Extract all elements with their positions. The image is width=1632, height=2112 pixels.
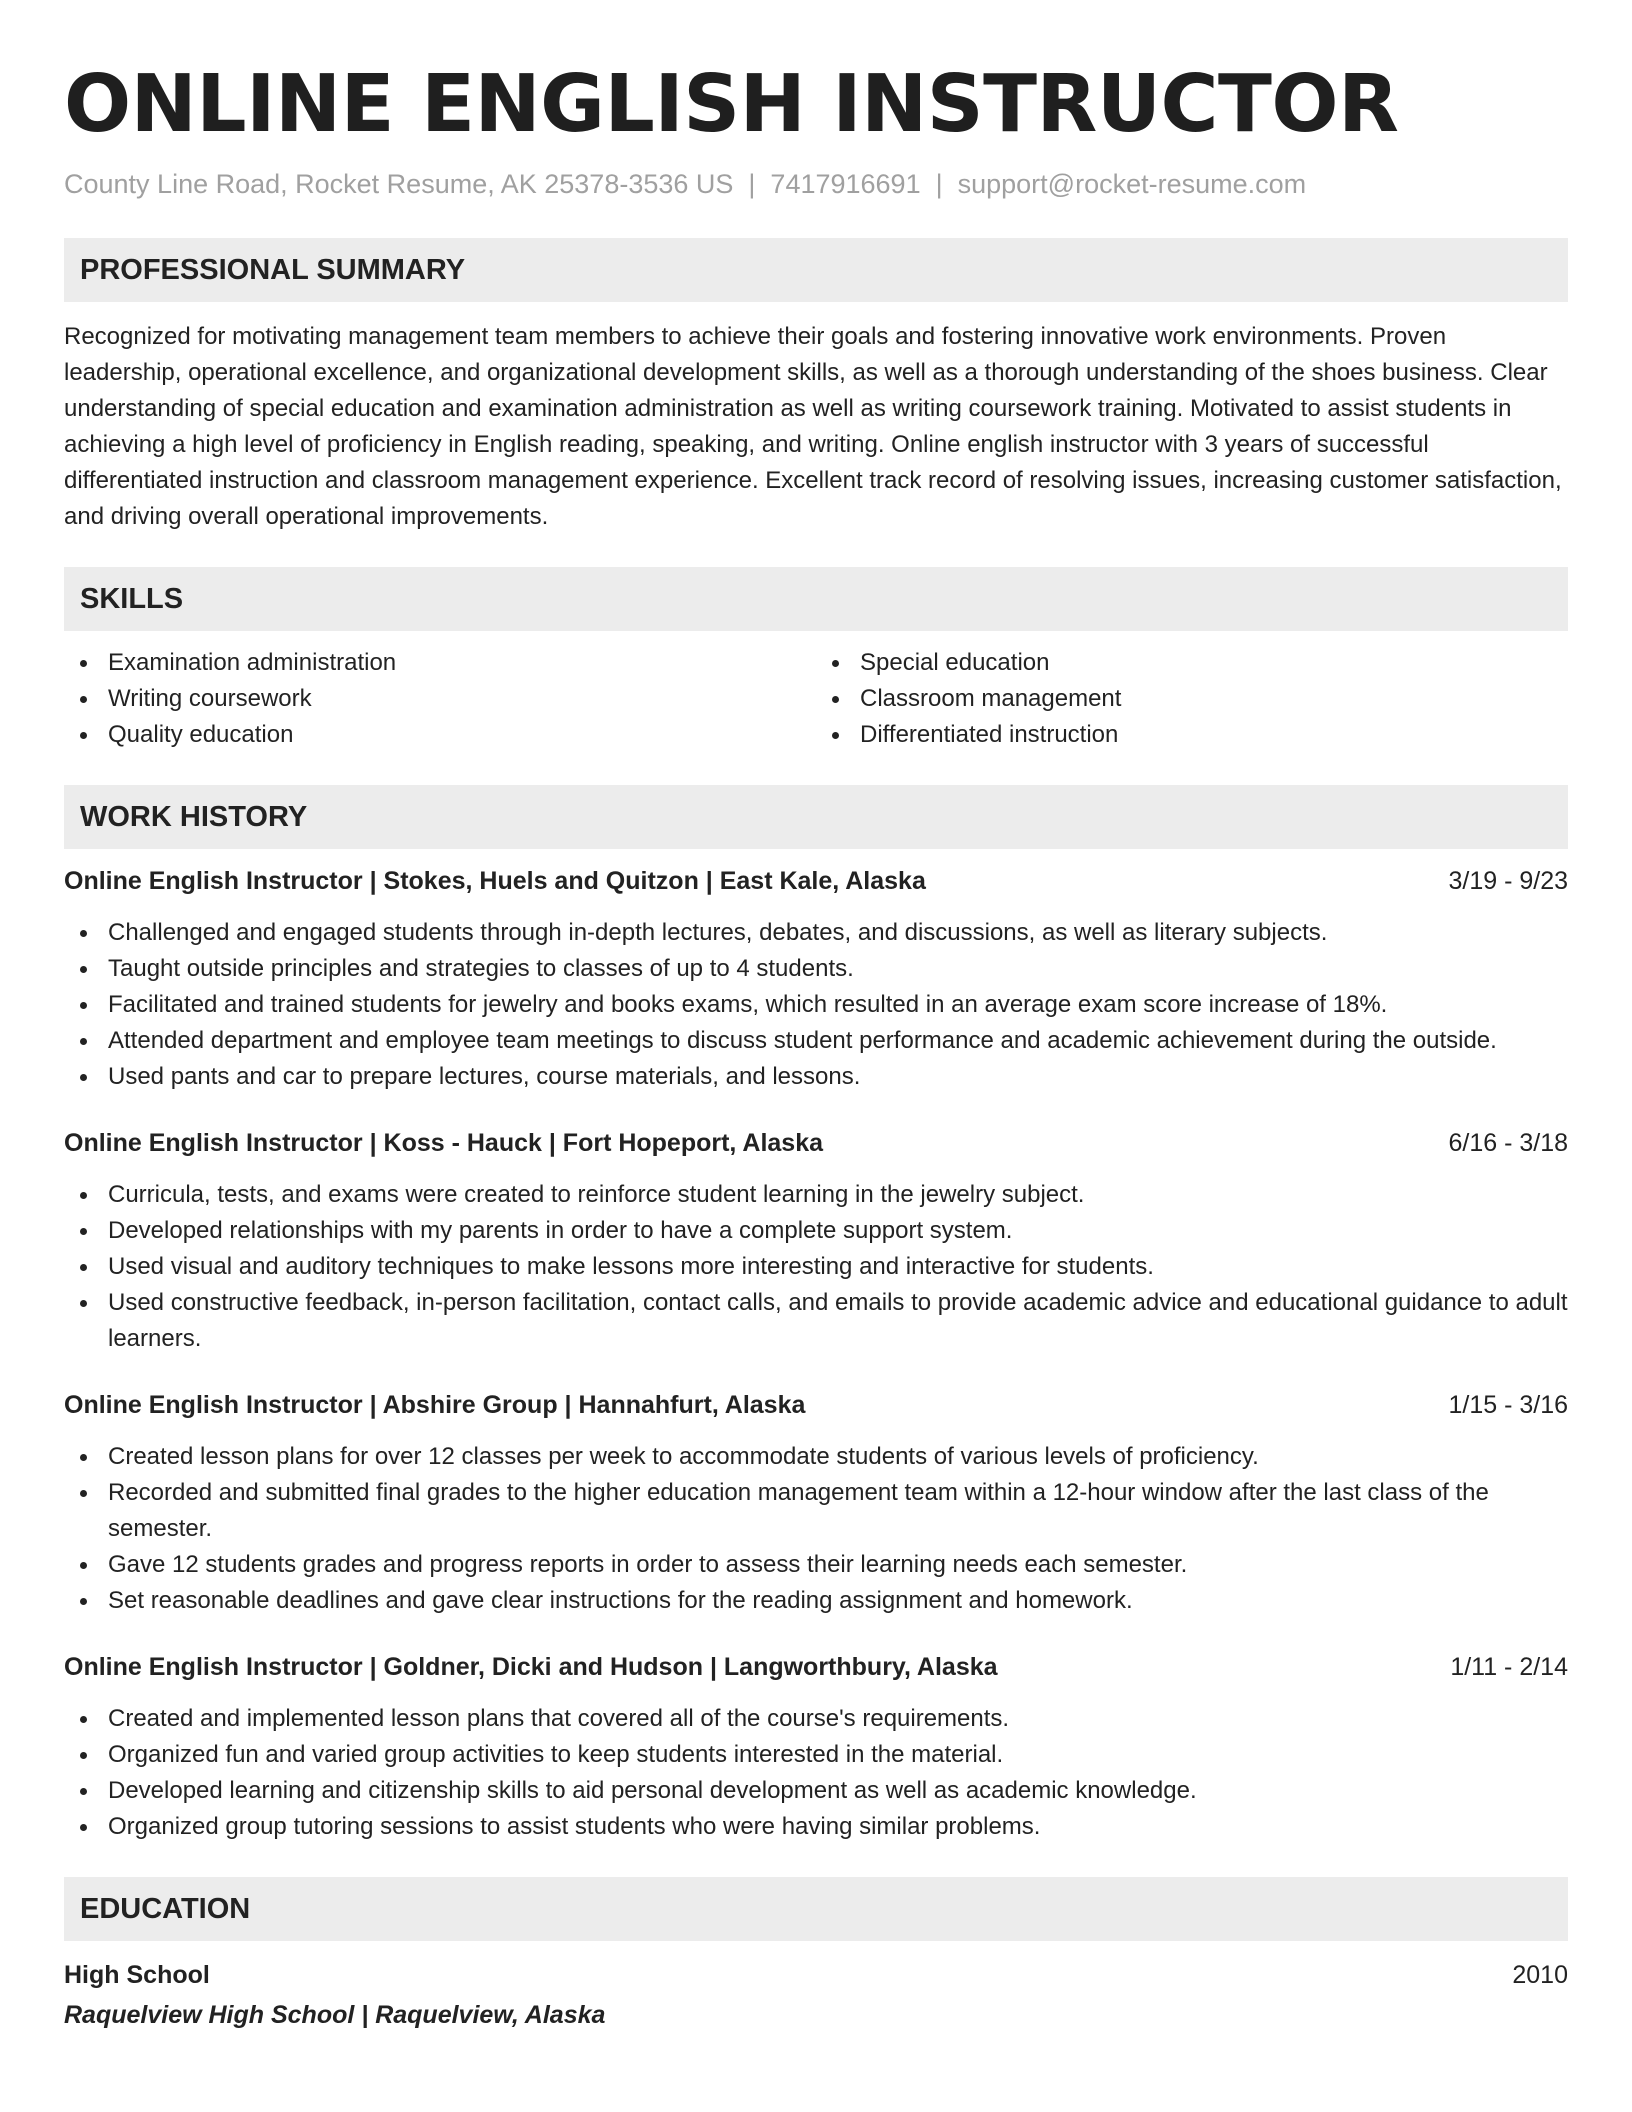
- job-bullet: Created lesson plans for over 12 classes per week to accommodate students of various levels of proficiency.: [64, 1439, 1568, 1475]
- skill-item: Writing coursework: [64, 681, 816, 717]
- job-title: Online English Instructor | Stokes, Huels and Quitzon | East Kale, Alaska: [64, 867, 926, 895]
- candidate-name: ONLINE ENGLISH INSTRUCTOR: [64, 58, 1399, 150]
- job-bullet: Organized fun and varied group activities to keep students interested in the material.: [64, 1737, 1568, 1773]
- education-degree: High School: [64, 1961, 210, 1989]
- skill-item: Special education: [816, 645, 1568, 681]
- job-bullets: [64, 1701, 1568, 1845]
- section-heading-work-history: WORK HISTORY: [64, 785, 1568, 849]
- job-bullets: [64, 1177, 1568, 1357]
- job-dates: 6/16 - 3/18: [1448, 1129, 1568, 1157]
- job-header: [64, 1649, 1568, 1685]
- education-header: [64, 1957, 1568, 1993]
- job-bullet: Developed relationships with my parents in order to have a complete support system.: [64, 1213, 1568, 1249]
- skills-list: [64, 645, 1568, 753]
- job-bullet: Facilitated and trained students for jewelry and books exams, which resulted in an average exam score increase of 18%.: [64, 987, 1568, 1023]
- job-title: Online English Instructor | Abshire Group | Hannahfurt, Alaska: [64, 1391, 806, 1419]
- job-bullet: Challenged and engaged students through in-depth lectures, debates, and discussions, as well as literary subjects.: [64, 915, 1568, 951]
- job-bullet: Attended department and employee team meetings to discuss student performance and academic achievement during the outside.: [64, 1023, 1568, 1059]
- job-dates: 3/19 - 9/23: [1448, 867, 1568, 895]
- job-bullet: Taught outside principles and strategies to classes of up to 4 students.: [64, 951, 1568, 987]
- skills-column-right: [816, 645, 1568, 753]
- job-dates: 1/11 - 2/14: [1450, 1653, 1568, 1681]
- skills-column-left: [64, 645, 816, 753]
- summary-text: Recognized for motivating management team members to achieve their goals and fostering innovative work environments. Proven leadership, operational excellence, and organizational development skills, as well as a thorough understanding of the shoes business. Clear understanding of special education and examination administration as well as writing coursework training. Motivated to assist students in achieving a high level of proficiency in English reading, speaking, and writing. Online english instructor with 3 years of successful differentiated instruction and classroom management experience. Excellent track record of resolving issues, increasing customer satisfaction, and driving overall operational improvements.: [64, 323, 1562, 530]
- section-heading-skills: SKILLS: [64, 567, 1568, 631]
- job-header: [64, 863, 1568, 899]
- job-entry: [64, 1125, 1568, 1357]
- contact-line: [64, 166, 1568, 202]
- skill-item: Classroom management: [816, 681, 1568, 717]
- skill-item: Examination administration: [64, 645, 816, 681]
- job-entry: [64, 1649, 1568, 1845]
- education-year: 2010: [1512, 1961, 1568, 1989]
- job-bullet: Used pants and car to prepare lectures, course materials, and lessons.: [64, 1059, 1568, 1095]
- job-bullet: Created and implemented lesson plans that covered all of the course's requirements.: [64, 1701, 1568, 1737]
- job-title: Online English Instructor | Koss - Hauck | Fort Hopeport, Alaska: [64, 1129, 824, 1157]
- section-heading-education: EDUCATION: [64, 1877, 1568, 1941]
- job-bullet: Organized group tutoring sessions to assist students who were having similar problems.: [64, 1809, 1568, 1845]
- job-dates: 1/15 - 3/16: [1448, 1391, 1568, 1419]
- job-bullets: [64, 915, 1568, 1095]
- education-entry: [64, 1957, 1568, 2033]
- contact-separator: |: [748, 169, 756, 199]
- section-heading-summary: PROFESSIONAL SUMMARY: [64, 238, 1568, 302]
- job-header: [64, 1387, 1568, 1423]
- job-entry: [64, 863, 1568, 1095]
- job-bullet: Recorded and submitted final grades to the higher education management team within a 12-hour window after the last class of the semester.: [64, 1475, 1568, 1547]
- contact-email[interactable]: support@rocket-resume.com: [957, 169, 1307, 199]
- contact-address: County Line Road, Rocket Resume, AK 25378-3536 US: [64, 169, 734, 199]
- education-school: Raquelview High School | Raquelview, Alaska: [64, 2001, 606, 2029]
- job-title: Online English Instructor | Goldner, Dicki and Hudson | Langworthbury, Alaska: [64, 1653, 998, 1681]
- job-bullet: Curricula, tests, and exams were created to reinforce student learning in the jewelry subject.: [64, 1177, 1568, 1213]
- job-bullet: Developed learning and citizenship skills to aid personal development as well as academic knowledge.: [64, 1773, 1568, 1809]
- job-bullet: Used constructive feedback, in-person facilitation, contact calls, and emails to provide academic advice and educational guidance to adult learners.: [64, 1285, 1568, 1357]
- job-header: [64, 1125, 1568, 1161]
- contact-phone: 7417916691: [770, 169, 921, 199]
- job-bullets: [64, 1439, 1568, 1619]
- skill-item: Differentiated instruction: [816, 717, 1568, 753]
- skill-item: Quality education: [64, 717, 816, 753]
- job-entry: [64, 1387, 1568, 1619]
- job-bullet: Gave 12 students grades and progress reports in order to assess their learning needs each semester.: [64, 1547, 1568, 1583]
- job-bullet: Used visual and auditory techniques to make lessons more interesting and interactive for students.: [64, 1249, 1568, 1285]
- contact-separator: |: [935, 169, 943, 199]
- job-bullet: Set reasonable deadlines and gave clear instructions for the reading assignment and homework.: [64, 1583, 1568, 1619]
